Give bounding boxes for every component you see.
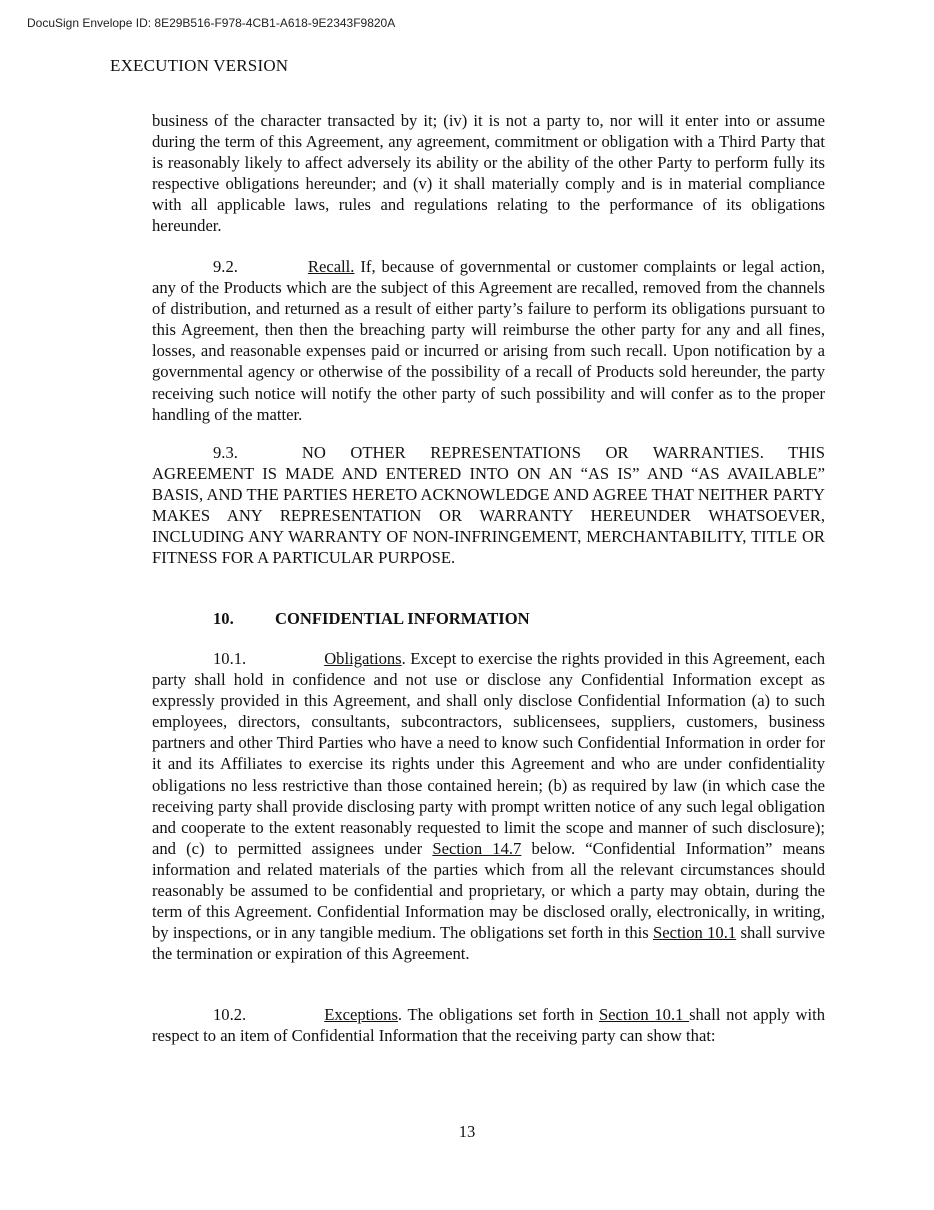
section-title: Recall. (307, 257, 355, 276)
execution-version-label: EXECUTION VERSION (110, 56, 289, 75)
section-reference-link: Section 10.1 (598, 1005, 690, 1024)
section-number: 9.3. (213, 443, 238, 462)
docusign-envelope-id: DocuSign Envelope ID: 8E29B516-F978-4CB1-A618-9E2343F9820A (27, 16, 396, 30)
section-10-heading (213, 609, 530, 629)
heading-title: CONFIDENTIAL INFORMATION (275, 609, 530, 628)
section-10-1 (152, 648, 825, 964)
paragraph-text: business of the character transacted by it; (iv) it is not a party to, nor will it enter into or assume during the term of this Agreement, any agreement, commitment or obligation with a Third Party that is reasonably likely to affect adversely its ability or the ability of the other Party to perform fully its respective obligations hereunder; and (v) it shall materially comply and is in material compliance with all applicable laws, rules and regulations relating to the performance of its obligations hereunder. (152, 111, 825, 236)
section-title: Obligations (324, 649, 402, 668)
section-text: shall survive the termination or expiration of this Agreement. (152, 923, 825, 964)
section-9-2 (152, 256, 825, 425)
page-number: 13 (458, 1122, 476, 1141)
section-title: Exceptions (324, 1005, 398, 1024)
section-text: If, because of governmental or customer complaints or legal action, any of the Products which are the subject of this Agreement are recalled, removed from the channels of distribution, and returned as a result of either party’s failure to perform its obligations pursuant to this Agreement, then then the breaching party will reimburse the other party for any and all fines, losses, and reasonable expenses paid or incurred or arising from such recall. Upon notification by a governmental agency or otherwise of the possibility of a recall of Products sold hereunder, the party receiving such notice will notify the other party of such possibility and will confer as to the proper handling of the matter. (152, 257, 825, 424)
section-text: . The obligations set forth in (397, 1005, 599, 1024)
section-9-3 (152, 442, 825, 569)
section-number: 9.2. (213, 257, 238, 276)
paragraph-continuation (152, 110, 825, 237)
section-reference-link: Section 14.7 (432, 838, 522, 858)
section-text: shall not apply with respect to an item of Confidential Information that the receiving party can show that: (152, 1005, 826, 1046)
section-text: below. “Confidential Information” means information and related materials of the parties which from all the relevant circumstances should reasonably be assumed to be confidential and proprietary, or which a party may obtain, during the term of this Agreement. Confidential Information may be disclosed orally, electronically, in writing, by inspections, or in any tangible medium. The obligations set forth in this (152, 838, 825, 943)
section-number: 10.2. (213, 1005, 247, 1024)
section-reference-link: Section 10.1 (653, 923, 737, 943)
section-text: NO OTHER REPRESENTATIONS OR WARRANTIES. THIS AGREEMENT IS MADE AND ENTERED INTO ON AN “AS IS” AND “AS AVAILABLE” BASIS, AND THE PARTIES HERETO ACKNOWLEDGE AND AGREE THAT NEITHER PARTY MAKES ANY REPRESENTATION OR WARRANTY HEREUNDER WHATSOEVER, INCLUDING ANY WARRANTY OF NON-INFRINGEMENT, MERCHANTABILITY, TITLE OR FITNESS FOR A PARTICULAR PURPOSE. (152, 443, 825, 568)
section-10-2 (152, 1004, 825, 1046)
heading-number: 10. (213, 609, 234, 628)
section-number: 10.1. (213, 649, 247, 668)
section-text: . Except to exercise the rights provided in this Agreement, each party shall hold in confidence and not use or disclose any Confidential Information except as expressly provided in this Agreement, and shall only disclose Confidential Information (a) to such employees, directors, consultants, subcontractors, sublicensees, suppliers, customers, business partners and other Third Parties who have a need to know such Confidential Information in order for it and its Affiliates to exercise its rights under this Agreement and who are under confidentiality obligations no less restrictive than those contained herein; (b) as required by law (in which case the receiving party shall provide disclosing party with prompt written notice of any such legal obligation and cooperate to the extent reasonably requested to limit the scope and manner of such disclosure); and (c) to permitted assignees under (152, 649, 825, 858)
